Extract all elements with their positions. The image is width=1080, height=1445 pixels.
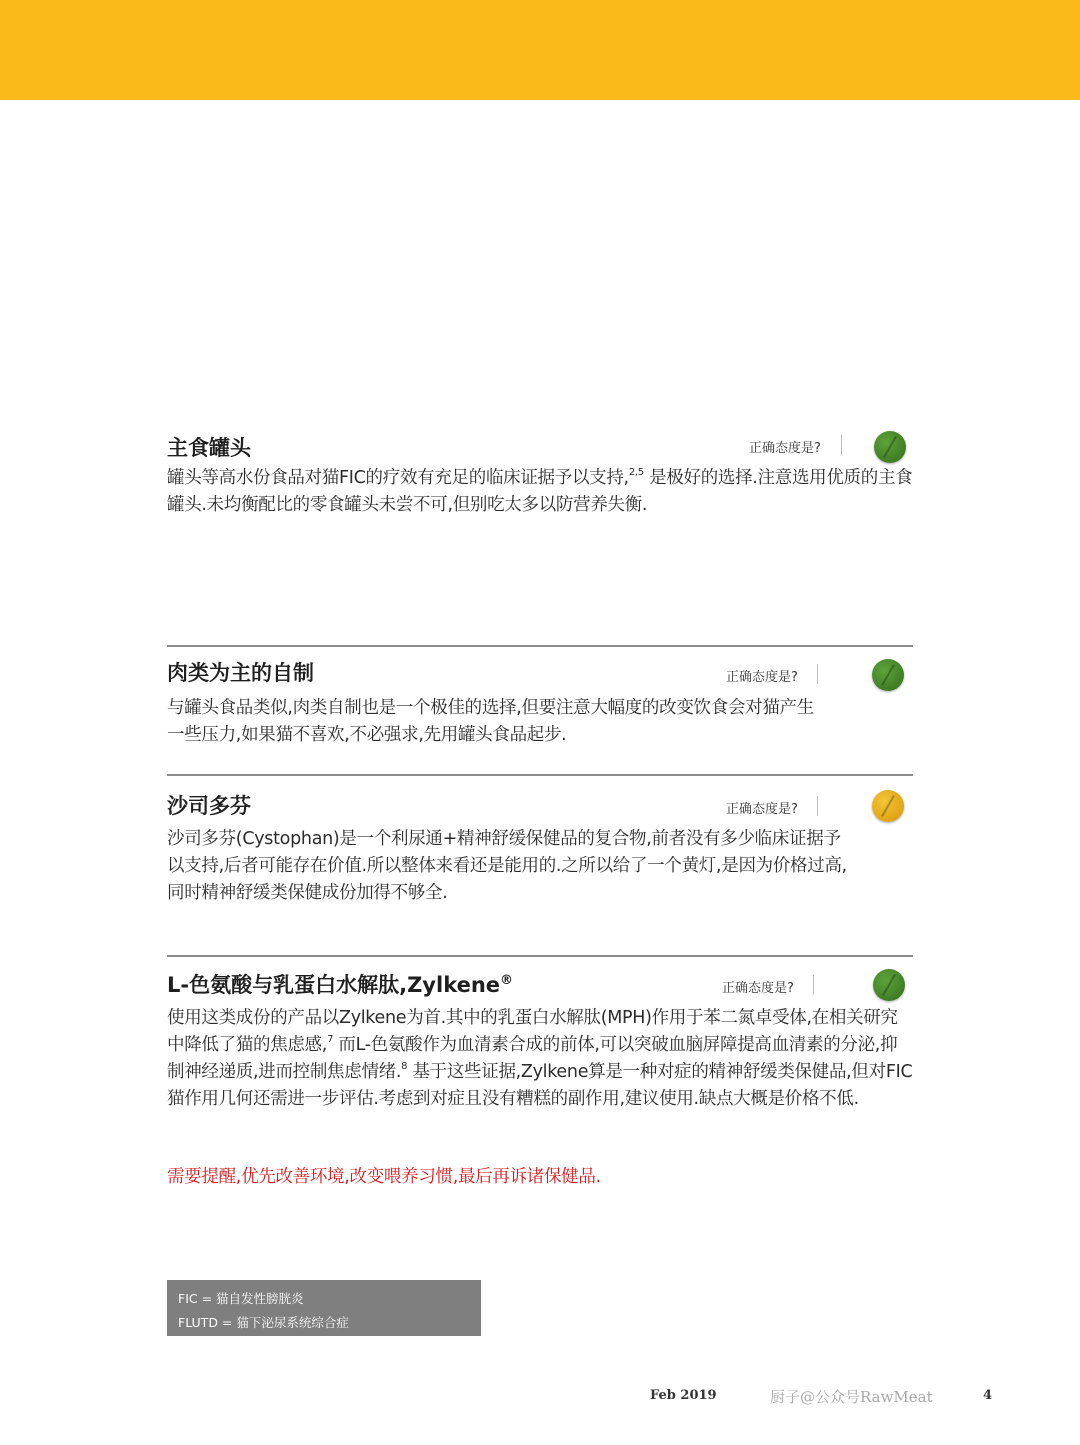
green-light-icon — [872, 659, 904, 691]
verdict-label: 正确态度是? — [726, 802, 798, 817]
section-zylkene — [167, 955, 913, 1147]
section-title: 肉类为主的自制 — [167, 661, 314, 685]
verdict-divider — [813, 975, 814, 995]
section-title: L-色氨酸与乳蛋白水解肽,Zylkene® — [167, 973, 514, 997]
section-title: 主食罐头 — [167, 436, 251, 460]
verdict-label: 正确态度是? — [749, 441, 821, 456]
verdict-divider — [817, 796, 818, 816]
citation: 7 — [327, 1034, 334, 1045]
registered-mark: ® — [500, 973, 514, 988]
green-light-icon — [874, 431, 906, 463]
section-body: 与罐头食品类似,肉类自制也是一个极佳的选择,但要注意大幅度的改变饮食会对猫产生 一些压力,如果猫不喜欢,不必强求,先用罐头食品起步. — [167, 698, 814, 745]
citation: 8 — [401, 1061, 408, 1072]
citation: 2,5 — [628, 467, 644, 478]
watermark: 厨子@公众号RawMeat — [770, 1388, 933, 1406]
header-band — [0, 0, 1080, 100]
yellow-light-icon — [872, 790, 904, 822]
section-title: 沙司多芬 — [167, 794, 251, 818]
verdict-divider — [841, 435, 842, 455]
section-cystophan — [167, 774, 913, 956]
verdict-divider — [817, 664, 818, 684]
reminder-note: 需要提醒,优先改善环境,改变喂养习惯,最后再诉诸保健品. — [167, 1167, 601, 1187]
verdict-label: 正确态度是? — [726, 670, 798, 685]
section-body: 使用这类成份的产品以Zylkene为首.其中的乳蛋白水解肽(MPH)作用于苯二氮卓受体,在相关研究中降低了猫的焦虑感,$^7$ 而L-色氨酸作为血清素合成的前体,可以突破血脑屏障提高血清素的分泌,抑制神经递质,进而控制焦虑情绪.$^8$ 基于这些证据,Zylkene算是一种对症的精神舒缓类保健品,但对FIC猫作用几何还需进一步评估.考虑到对症且没有糟糕的副作用,建议使用.缺点大概是价格不低. — [167, 1008, 913, 1109]
section-body: 罐头等高水份食品对猫FIC的疗效有充足的临床证据予以支持,$^{2,5}$ 是极好的选择.注意选用优质的主食罐头.未均衡配比的零食罐头未尝不可,但别吃太多以防营养失衡. — [167, 467, 913, 515]
glossary-item: FIC = 猫自发性膀胱炎 — [178, 1291, 304, 1306]
footer-date: Feb 2019 — [650, 1388, 717, 1403]
section-body: 沙司多芬(Cystophan)是一个利尿通+精神舒缓保健品的复合物,前者没有多少临床证据予 以支持,后者可能存在价值.所以整体来看还是能用的.之所以给了一个黄灯,是因为价格过高, 同时精神舒缓类保健成份加得不够全. — [167, 829, 847, 903]
section-canned-food — [167, 425, 913, 535]
glossary-box — [167, 1280, 481, 1336]
section-homemade-meat — [167, 645, 913, 775]
green-light-icon — [873, 969, 905, 1001]
page-number: 4 — [983, 1388, 993, 1403]
glossary-item: FLUTD = 猫下泌尿系统综合症 — [178, 1315, 349, 1330]
verdict-label: 正确态度是? — [722, 981, 794, 996]
